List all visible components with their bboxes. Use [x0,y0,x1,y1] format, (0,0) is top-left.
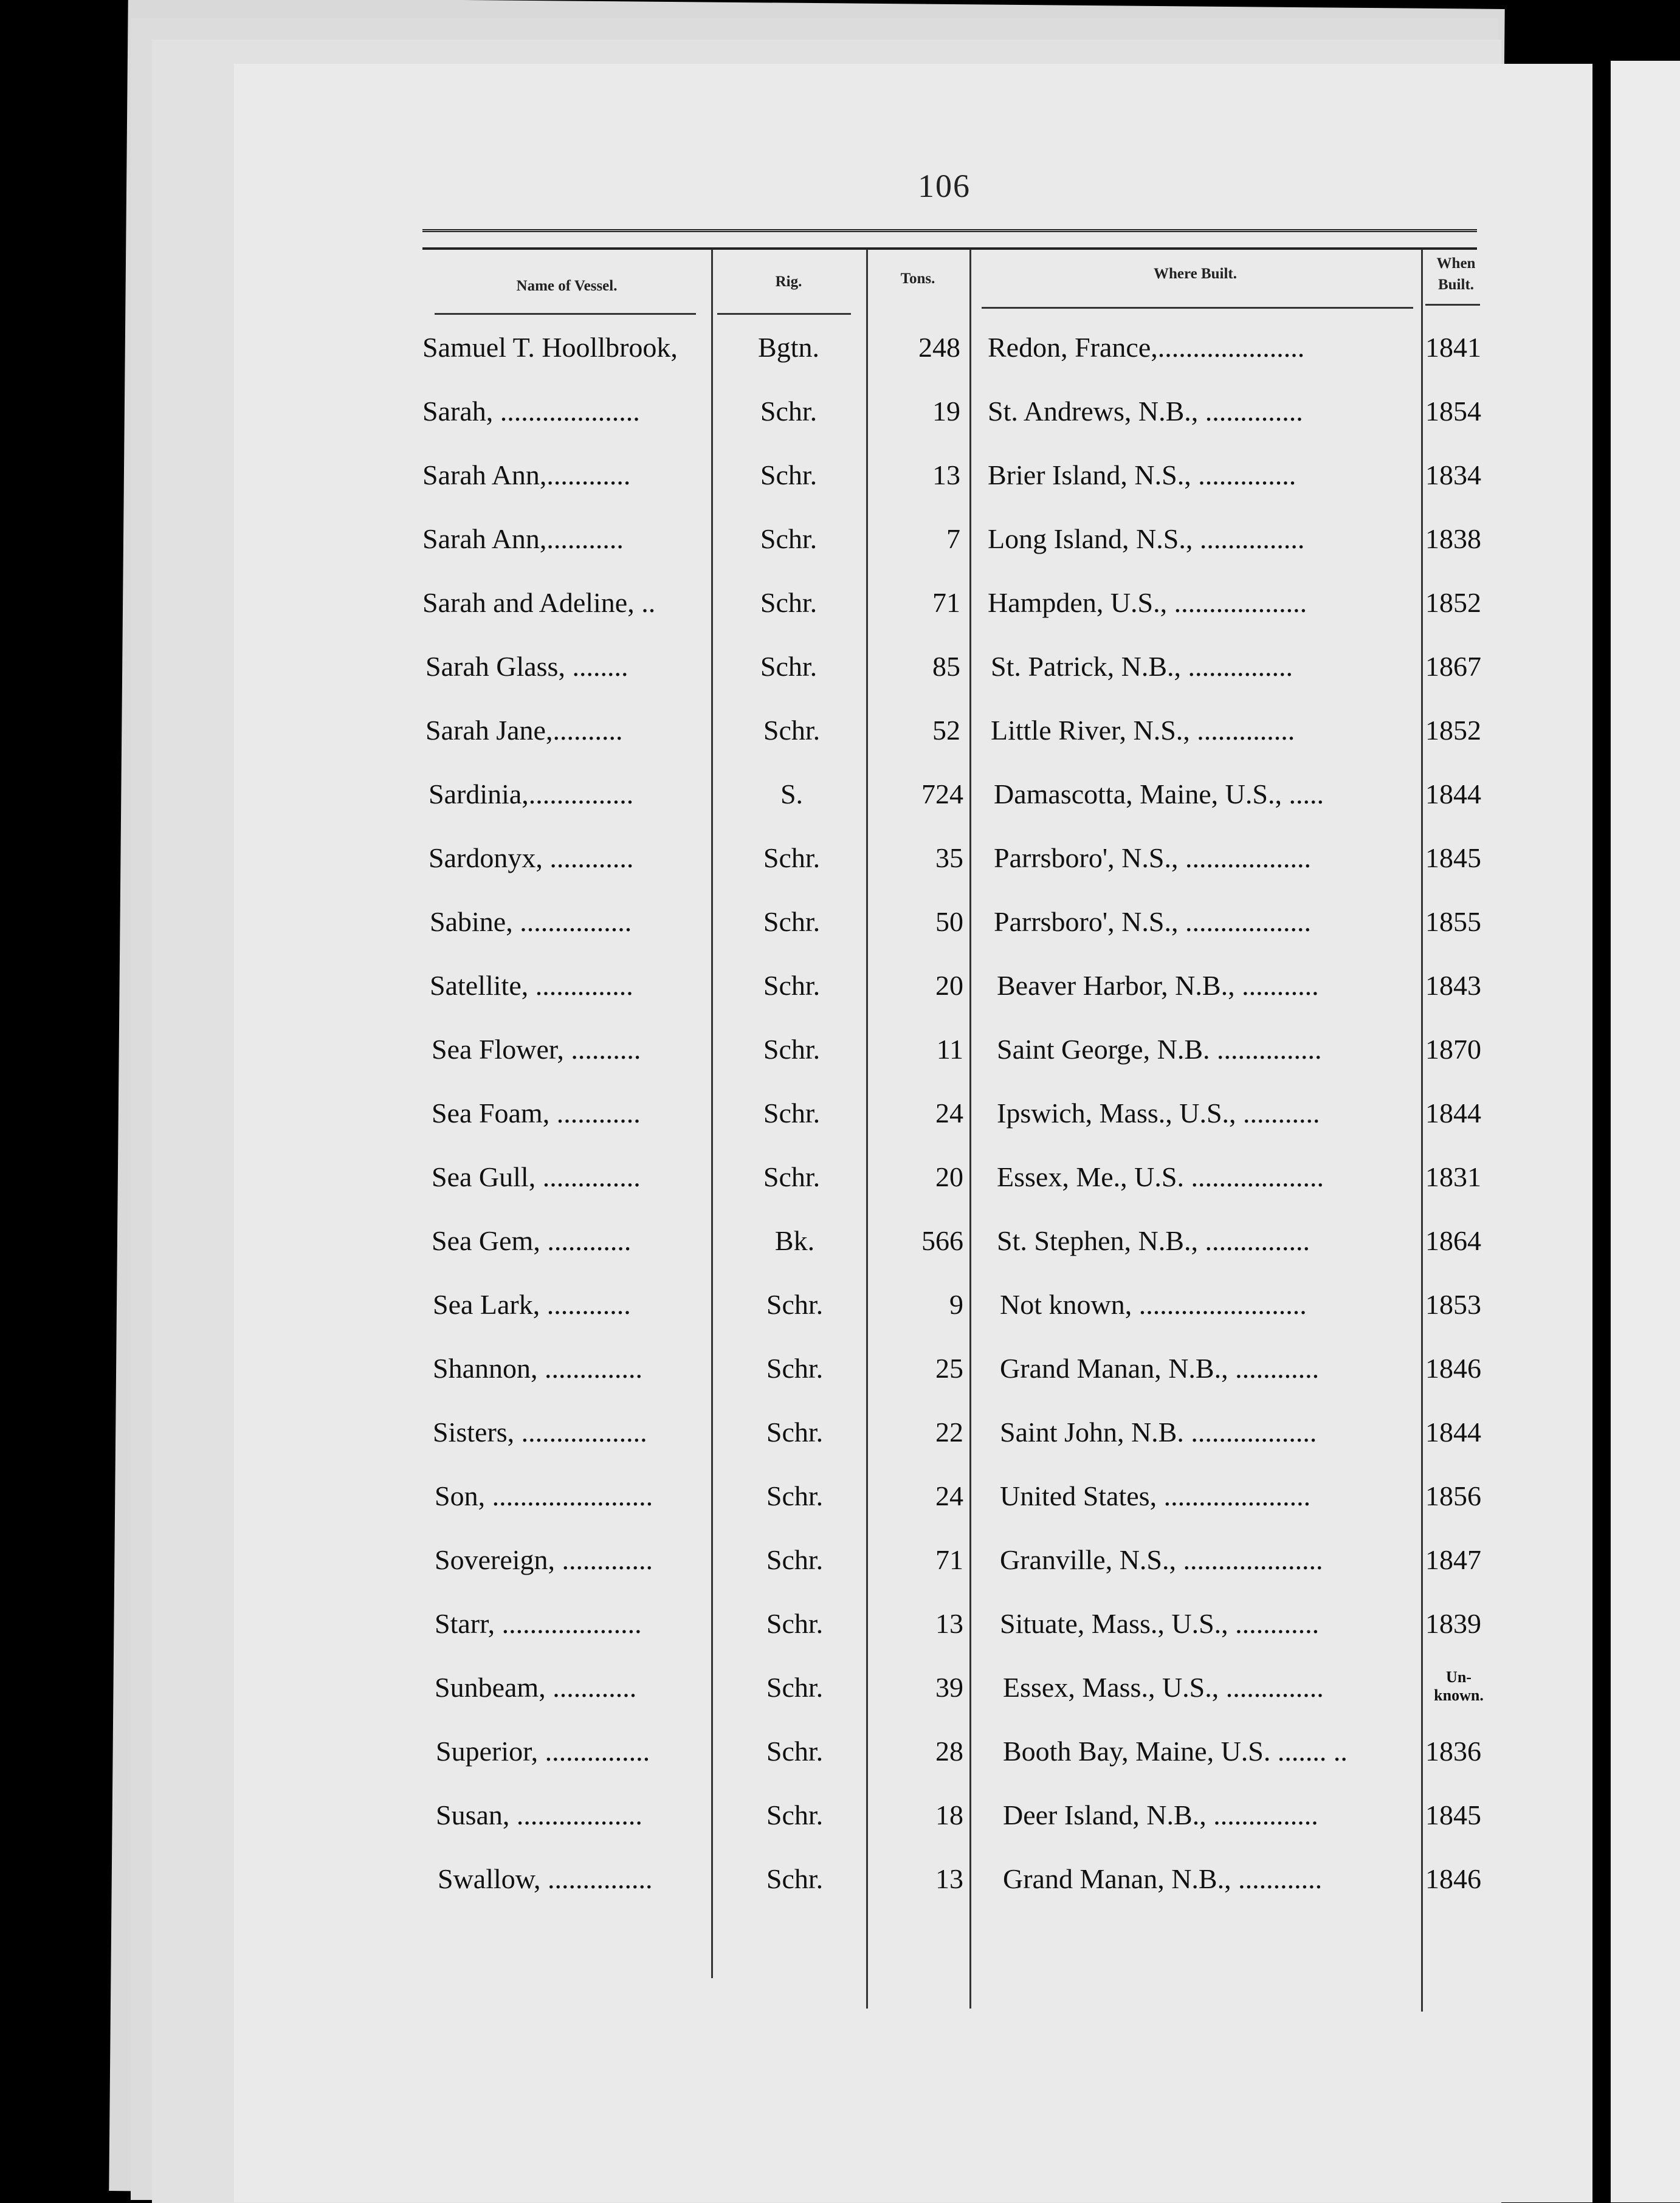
vessel-year: 1831 [1425,1161,1481,1192]
vessel-tons: 39 [935,1672,963,1703]
vessel-name: Sarah Glass, ........ [425,651,628,682]
vessel-name: Sarah, .................... [422,396,640,427]
table-row [234,906,1592,969]
header-underline-when [1425,304,1480,306]
vessel-rig: Schr. [766,1480,824,1511]
vessel-rig: Schr. [766,1289,824,1320]
vessel-where-built: St. Stephen, N.B., ............... [997,1225,1310,1256]
table-row [234,523,1592,586]
table-row [234,395,1592,459]
table-row [234,650,1592,714]
table-row [234,1799,1592,1863]
vessel-where-built: Hampden, U.S., ................... [988,587,1307,618]
vessel-year: 1836 [1425,1736,1481,1767]
vessel-rig: Schr. [766,1736,824,1767]
vessel-name: Sabine, ................ [430,906,632,937]
table-row [234,1097,1592,1161]
table-row [234,1668,1592,1735]
vessel-name: Sarah Jane,.......... [425,715,623,746]
vessel-year: 1844 [1425,1098,1481,1129]
vessel-name: Sarah Ann,............ [422,459,631,490]
vessel-name: Satellite, .............. [430,970,633,1001]
vessel-year: 1846 [1425,1863,1481,1894]
vessel-year: 1845 [1425,1799,1481,1830]
header-name-of-vessel: Name of Vessel. [516,278,618,294]
vessel-where-built: Essex, Me., U.S. ................... [997,1161,1324,1192]
vessel-tons: 22 [935,1417,963,1448]
header-tons: Tons. [900,270,935,287]
header-when-built-line2: Built. [1437,277,1475,293]
vessel-rig: Schr. [766,1799,824,1830]
table-row [234,1480,1592,1544]
vessel-where-built: Saint George, N.B. ............... [997,1034,1322,1065]
vessel-rig: Bgtn. [758,332,819,363]
vessel-year: 1856 [1425,1480,1481,1511]
vessel-rig: Schr. [760,523,818,554]
vessel-year: 1843 [1425,970,1481,1001]
vessel-tons: 13 [935,1608,963,1639]
vessel-where-built: St. Andrews, N.B., .............. [988,396,1303,427]
vessel-where-built: Situate, Mass., U.S., ............ [1000,1608,1320,1639]
vessel-where-built: St. Patrick, N.B., ............... [991,651,1293,682]
vessel-where-built: Saint John, N.B. .................. [1000,1417,1317,1448]
table-row [234,1416,1592,1480]
facing-page-edge [1611,61,1680,2202]
header-when-built-line1: When [1436,255,1476,272]
header-underline-name [435,313,696,315]
vessel-year: 1870 [1425,1034,1481,1065]
table-row [234,1863,1592,1926]
header-underline-rig [717,313,851,315]
vessel-name: Son, ....................... [435,1480,653,1511]
vessel-name: Sarah and Adeline, .. [422,587,656,618]
vessel-name: Sarah Ann,........... [422,523,624,554]
vessel-where-built: Grand Manan, N.B., ............ [1000,1353,1320,1384]
vessel-rig: S. [780,778,804,809]
vessel-rig: Bk. [774,1225,815,1256]
table-row [234,1352,1592,1416]
vessel-tons: 71 [935,1544,963,1575]
vessel-year: 1844 [1425,1417,1481,1448]
vessel-tons: 248 [918,332,960,363]
vessel-tons: 19 [932,396,960,427]
vessel-rig: Schr. [763,970,821,1001]
vessel-year: 1852 [1425,715,1481,746]
vessel-name: Sea Foam, ............ [432,1098,641,1129]
vessel-where-built: Deer Island, N.B., ............... [1003,1799,1318,1830]
vessel-name: Sea Gem, ............ [432,1225,632,1256]
vessel-tons: 566 [921,1225,963,1256]
vessel-rig: Schr. [766,1863,824,1894]
vessel-where-built: Not known, ........................ [1000,1289,1307,1320]
vessel-rig: Schr. [766,1608,824,1639]
vessel-name: Shannon, .............. [433,1353,642,1384]
header-rule [422,247,1477,250]
vessel-year: 1864 [1425,1225,1481,1256]
vessel-rig: Schr. [763,906,821,937]
vessel-name: Sardonyx, ............ [429,842,634,873]
vessel-name: Samuel T. Hoollbrook, [422,332,678,363]
vessel-where-built: Damascotta, Maine, U.S., ..... [994,778,1324,809]
vessel-rig: Schr. [763,842,821,873]
vessel-where-built: Parrsboro', N.S., .................. [994,842,1311,873]
vessel-where-built: Booth Bay, Maine, U.S. ....... .. [1003,1736,1348,1767]
vessel-rig: Schr. [763,1098,821,1129]
vessel-year: 1844 [1425,778,1481,809]
vessel-tons: 24 [935,1098,963,1129]
vessel-year: 1854 [1425,396,1481,427]
vessel-tons: 20 [935,1161,963,1192]
vessel-year: 1838 [1425,523,1481,554]
vessel-where-built: Little River, N.S., .............. [991,715,1295,746]
vessel-where-built: Grand Manan, N.B., ............ [1003,1863,1323,1894]
page-number: 106 [918,168,971,204]
table-row [234,1544,1592,1607]
vessel-tons: 24 [935,1480,963,1511]
vessel-name: Sunbeam, ............ [435,1672,637,1703]
vessel-year: 1834 [1425,459,1481,490]
vessel-tons: 71 [932,587,960,618]
vessel-name: Sea Lark, ............ [433,1289,631,1320]
vessel-name: Sovereign, ............. [435,1544,653,1575]
vessel-where-built: Essex, Mass., U.S., .............. [1003,1672,1324,1703]
vessel-year: 1846 [1425,1353,1481,1384]
table-row [234,969,1592,1033]
vessel-year: 1845 [1425,842,1481,873]
vessel-name: Sisters, .................. [433,1417,647,1448]
vessel-year: 1847 [1425,1544,1481,1575]
table-row [234,1225,1592,1288]
vessel-tons: 7 [946,523,960,554]
vessel-tons: 13 [932,459,960,490]
vessel-rig: Schr. [763,715,821,746]
vessel-where-built: Redon, France,..................... [988,332,1305,363]
vessel-rig: Schr. [763,1034,821,1065]
table-row [234,842,1592,906]
table-row [234,459,1592,523]
vessel-tons: 85 [932,651,960,682]
vessel-rig: Schr. [760,651,818,682]
vessel-tons: 50 [935,906,963,937]
vessel-year: 1841 [1425,332,1481,363]
vessel-name: Swallow, ............... [438,1863,653,1894]
vessel-tons: 25 [935,1353,963,1384]
vessel-name: Susan, .................. [436,1799,642,1830]
vessel-where-built: Long Island, N.S., ............... [988,523,1305,554]
vessel-where-built: Ipswich, Mass., U.S., ........... [997,1098,1320,1129]
vessel-where-built: United States, ..................... [1000,1480,1311,1511]
vessel-where-built: Brier Island, N.S., .............. [988,459,1296,490]
header-where-built: Where Built. [1153,266,1238,282]
vessel-tons: 11 [936,1034,963,1065]
table-row [234,586,1592,650]
vessel-year: 1853 [1425,1289,1481,1320]
vessel-rig: Schr. [760,587,818,618]
vessel-tons: 52 [932,715,960,746]
vessel-name: Superior, ............... [436,1736,650,1767]
vessel-year: 1839 [1425,1608,1481,1639]
table-row [234,714,1592,778]
vessel-year-unknown-line2: known. [1434,1686,1484,1704]
vessel-name: Starr, .................... [435,1608,642,1639]
table-row [234,1607,1592,1671]
table-row [234,331,1592,395]
table-row [234,1288,1592,1352]
vessel-name: Sea Flower, .......... [432,1034,641,1065]
vessel-year-unknown-line1: Un- [1446,1668,1472,1686]
vessel-tons: 35 [935,842,963,873]
vessel-rig: Schr. [760,459,818,490]
vessel-rig: Schr. [766,1672,824,1703]
vessel-rig: Schr. [763,1161,821,1192]
vessel-tons: 20 [935,970,963,1001]
table-row [234,778,1592,842]
vessel-rig: Schr. [766,1544,824,1575]
vessel-year: 1867 [1425,651,1481,682]
vessel-where-built: Parrsboro', N.S., .................. [994,906,1311,937]
vessel-tons: 724 [921,778,963,809]
vessel-name: Sea Gull, .............. [432,1161,641,1192]
vessel-where-built: Granville, N.S., .................... [1000,1544,1323,1575]
vessel-tons: 9 [949,1289,963,1320]
header-rig: Rig. [775,273,802,290]
gutter-shadow [1592,61,1611,2202]
top-double-rule [422,229,1477,232]
vessel-rig: Schr. [766,1353,824,1384]
header-underline-where [982,307,1413,309]
table-row [234,1735,1592,1799]
vessel-where-built: Beaver Harbor, N.B., ........... [997,970,1319,1001]
vessel-rig: Schr. [760,396,818,427]
vessel-year: 1852 [1425,587,1481,618]
ledger-page [234,64,1592,2202]
vessel-tons: 18 [935,1799,963,1830]
vessel-year: 1855 [1425,906,1481,937]
table-row [234,1033,1592,1097]
vessel-tons: 13 [935,1863,963,1894]
vessel-name: Sardinia,............... [429,778,634,809]
table-row [234,1161,1592,1225]
vessel-tons: 28 [935,1736,963,1767]
vessel-rig: Schr. [766,1417,824,1448]
